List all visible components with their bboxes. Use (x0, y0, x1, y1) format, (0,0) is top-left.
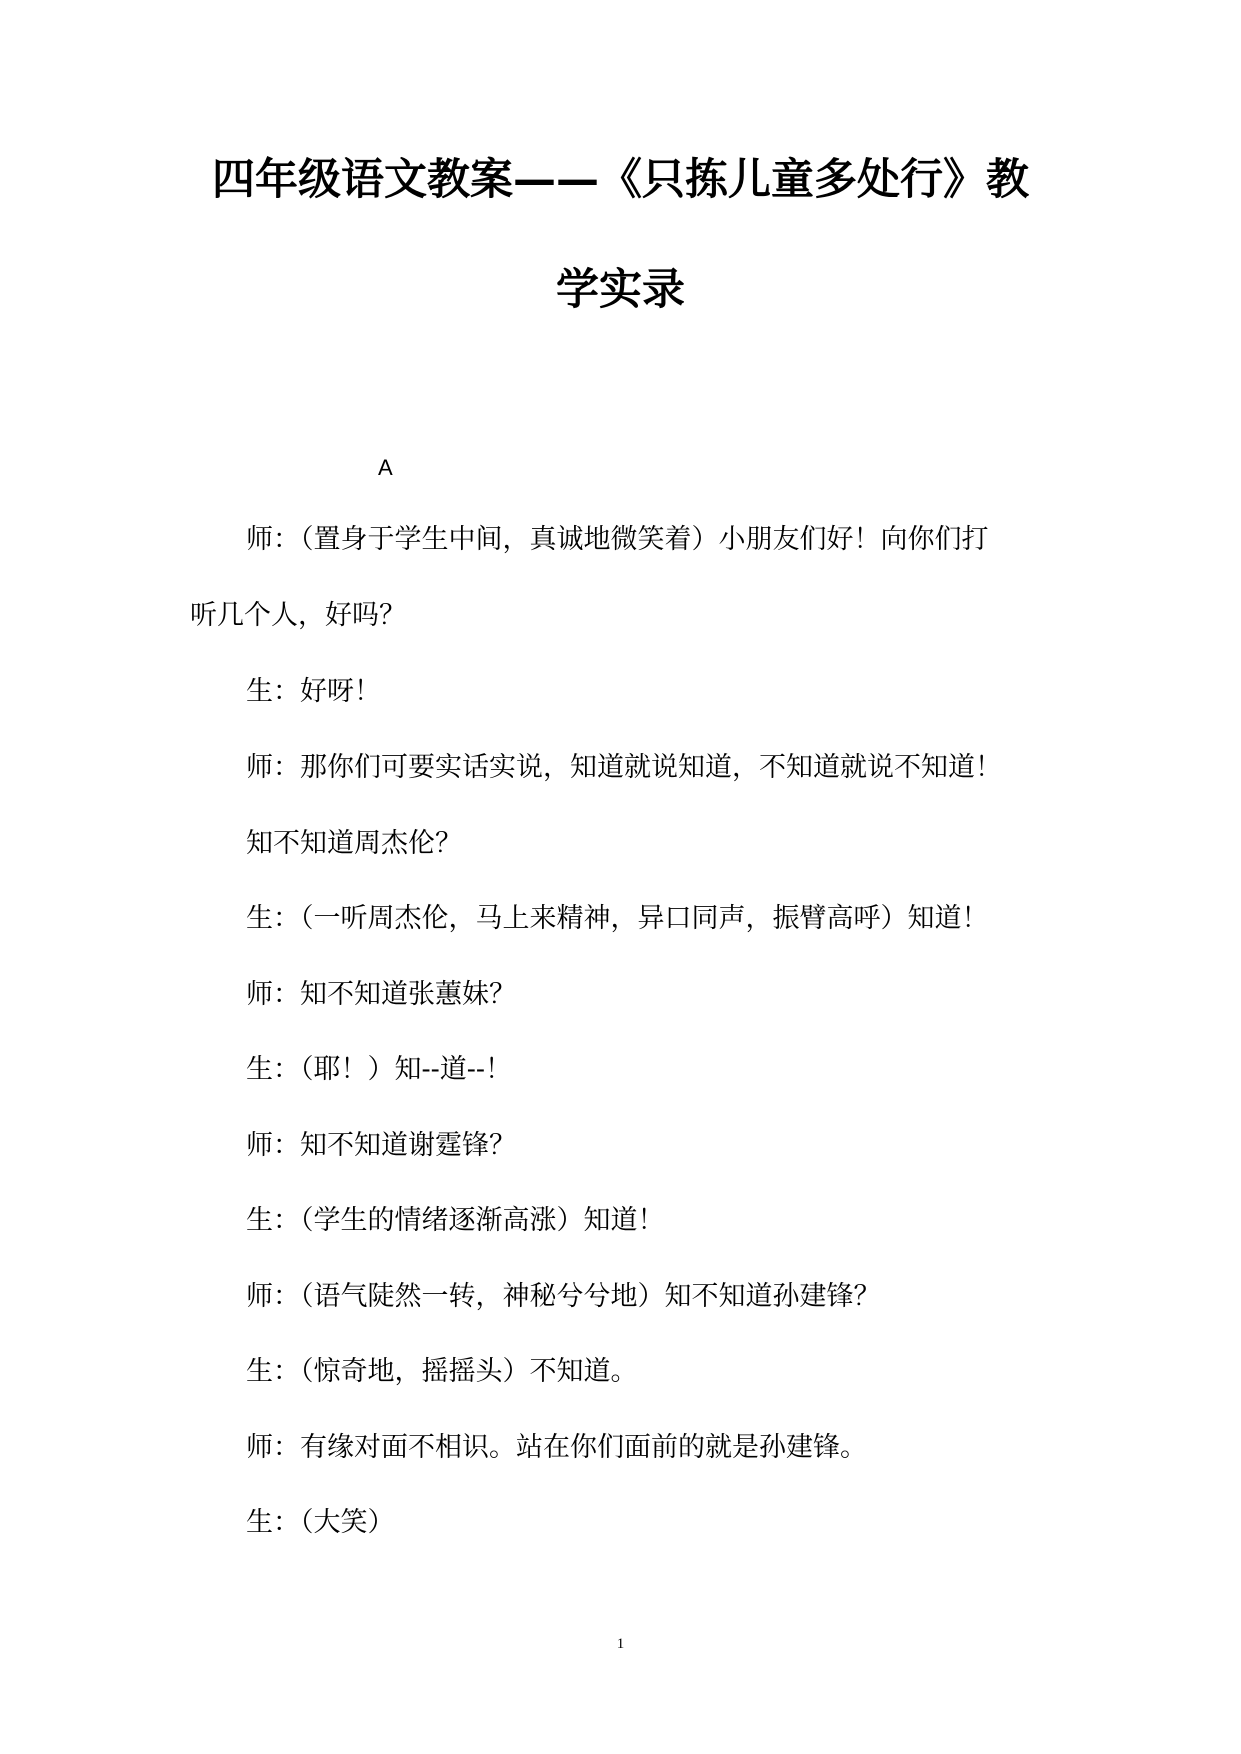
paragraph-line: 师：（置身于学生中间，真诚地微笑着）小朋友们好！向你们打 (246, 524, 989, 555)
paragraph-line: 生：（大笑） (246, 1507, 395, 1538)
paragraph-line: 生：（一听周杰伦，马上来精神，异口同声，振臂高呼）知道！ (246, 903, 989, 934)
document-title-line-2: 学实录 (556, 265, 685, 315)
paragraph-line: 师：有缘对面不相识。站在你们面前的就是孙建锋。 (246, 1432, 867, 1463)
paragraph-line: 生：好呀！ (246, 676, 381, 707)
paragraph-line: 听几个人，好吗？ (190, 600, 406, 631)
paragraph-line: 生：（学生的情绪逐渐高涨）知道！ (246, 1205, 665, 1236)
paragraph-line: 师：那你们可要实话实说，知道就说知道，不知道就说不知道！ (246, 752, 1002, 783)
paragraph-line: 知不知道周杰伦？ (246, 828, 462, 859)
document-title-line-1: 四年级语文教案——《只拣儿童多处行》教 (212, 155, 1029, 205)
section-label: A (378, 455, 393, 480)
paragraph-line: 师：（语气陡然一转，神秘兮兮地）知不知道孙建锋？ (246, 1281, 881, 1312)
page-number: 1 (616, 1636, 625, 1652)
paragraph-line: 师：知不知道张蕙妹？ (246, 979, 516, 1010)
paragraph-line: 师：知不知道谢霆锋？ (246, 1130, 516, 1161)
paragraph-line: 生：（惊奇地，摇摇头）不知道。 (246, 1356, 638, 1387)
paragraph-line: 生：（耶！）知--道--！ (246, 1054, 512, 1085)
